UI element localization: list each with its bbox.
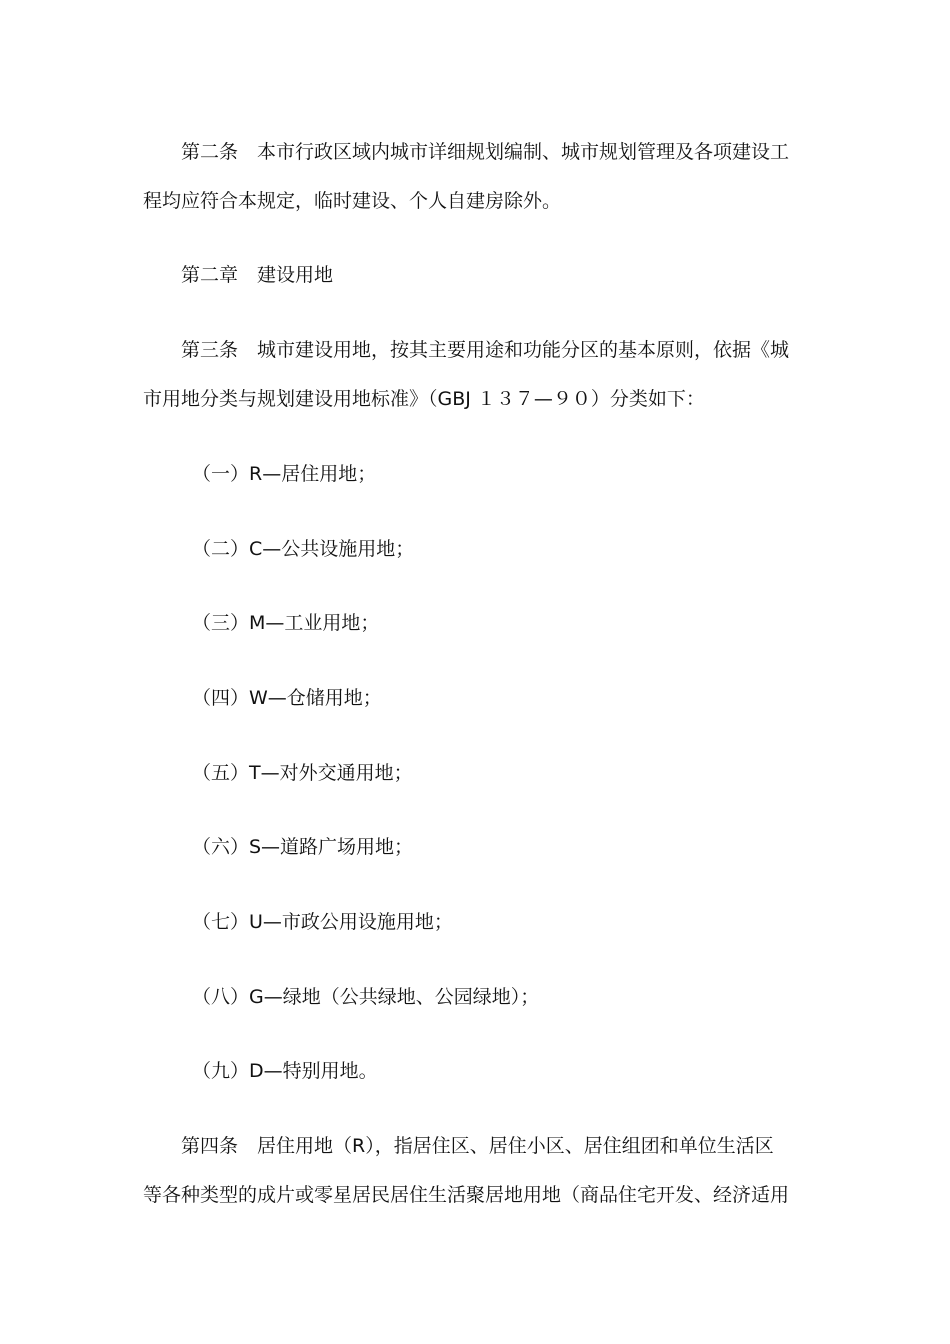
- land-category-item: （九）D—特别用地。: [192, 1060, 378, 1082]
- land-category-item: （一）R—居住用地；: [192, 463, 377, 485]
- article-4-line-2: 等各种类型的成片或零星居民居住生活聚居地用地（商品住宅开发、经济适用: [143, 1184, 790, 1206]
- article-3-line-1: 第三条 城市建设用地，按其主要用途和功能分区的基本原则，依据《城: [181, 339, 790, 361]
- article-4-line-1: 第四条 居住用地（R），指居住区、居住小区、居住组团和单位生活区: [181, 1135, 774, 1157]
- land-category-item: （七）U—市政公用设施用地；: [192, 911, 453, 933]
- land-category-item: （八）G—绿地（公共绿地、公园绿地）；: [192, 986, 540, 1008]
- land-category-item: （三）M—工业用地；: [192, 612, 380, 634]
- article-2-line-1: 第二条 本市行政区域内城市详细规划编制、城市规划管理及各项建设工: [181, 141, 790, 163]
- land-category-item: （四）W—仓储用地；: [192, 687, 382, 709]
- article-2-line-2: 程均应符合本规定，临时建设、个人自建房除外。: [143, 190, 562, 212]
- article-3-line-2: 市用地分类与规划建设用地标准》（GBJ １３７—９０）分类如下：: [143, 388, 705, 410]
- land-category-item: （六）S—道路广场用地；: [192, 836, 414, 858]
- land-category-item: （五）T—对外交通用地；: [192, 762, 413, 784]
- chapter-2-heading: 第二章 建设用地: [181, 264, 334, 286]
- land-category-item: （二）C—公共设施用地；: [192, 538, 415, 560]
